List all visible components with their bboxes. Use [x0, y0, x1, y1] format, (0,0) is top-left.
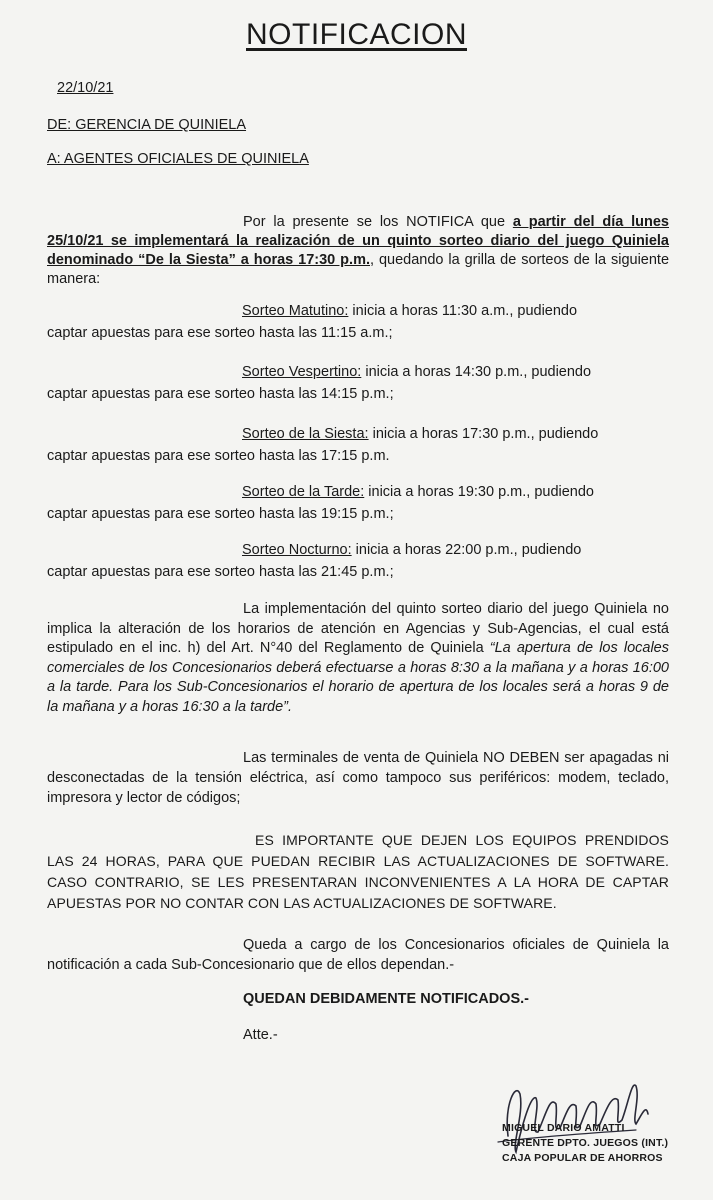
important-paragraph: ES IMPORTANTE QUE DEJEN LOS EQUIPOS PRENDIDOS LAS 24 HORAS, PARA QUE PUEDAN RECIBIR LAS ACTUALIZACIONES DE SOFTWARE. CASO CONTRARIO, SE LES PRESENTARAN INCONVENIENTES A LA HORA DE CAPTAR APUESTAS POR NO CONTAR CON LAS ACTUALIZACIONES DE SOFTWARE.	[47, 832, 669, 911]
signature-block	[486, 1074, 696, 1174]
intro-highlight: a partir del día lunes 25/10/21 se implementará la realización de un quinto sorteo diario del juego Quiniela denominado “De la Siesta” a horas 17:30 p.m.	[47, 214, 669, 268]
date: 22/10/21	[57, 80, 114, 96]
draw-item: Sorteo de la Siesta: inicia a horas 17:30 p.m., pudiendo captar apuestas para ese sorteo hasta las 17:15 p.m.	[47, 426, 599, 464]
document-title: NOTIFICACION	[246, 18, 467, 51]
signer-organization: CAJA POPULAR DE AHORROS	[502, 1152, 663, 1164]
draw-name: Sorteo Vespertino:	[242, 364, 362, 380]
draw-name: Sorteo de la Siesta:	[242, 426, 369, 442]
closing-statement: QUEDAN DEBIDAMENTE NOTIFICADOS.-	[243, 991, 529, 1007]
from-line: DE: GERENCIA DE QUINIELA	[47, 117, 247, 133]
responsibility-paragraph: Queda a cargo de los Concesionarios oficiales de Quiniela la notificación a cada Sub-Concesionario que de ellos dependan.-	[47, 937, 669, 973]
signer-position: GERENTE DPTO. JUEGOS (INT.)	[502, 1137, 669, 1149]
draw-item: Sorteo Nocturno: inicia a horas 22:00 p.m., pudiendo captar apuestas para ese sorteo hasta las 21:45 p.m.;	[47, 542, 582, 580]
draw-item: Sorteo de la Tarde: inicia a horas 19:30 p.m., pudiendo captar apuestas para ese sorteo hasta las 19:15 p.m.;	[47, 484, 594, 522]
implementation-paragraph: La implementación del quinto sorteo diario del juego Quiniela no implica la alteración de los horarios de atención en Agencias y Sub-Agencias, el cual está estipulado en el inc. h) del Art. N°40 del Reglamento de Quiniela “La apertura de los locales comerciales de los Concesionarios deberá efectuarse a horas 8:30 a la mañana y a horas 16:00 a la tarde. Para los Sub-Concesionarios el horario de apertura de los locales será a horas 9 de la mañana y a horas 16:30 a la tarde”.	[47, 601, 669, 715]
regulation-quote: “La apertura de los locales comerciales de los Concesionarios deberá efectuarse a horas 8:30 a la mañana y a horas 16:00 a la tarde. Para los Sub-Concesionarios el horario de apertura de los locales será a horas 9 de la mañana y a horas 16:30 a la tarde”.	[47, 640, 669, 715]
draw-name: Sorteo Nocturno:	[242, 542, 352, 558]
draw-name: Sorteo de la Tarde:	[242, 484, 365, 500]
terminals-paragraph: Las terminales de venta de Quiniela NO DEBEN ser apagadas ni desconectadas de la tensión eléctrica, así como tampoco sus periféricos: modem, teclado, impresora y lector de códigos;	[47, 750, 669, 806]
to-line: A: AGENTES OFICIALES DE QUINIELA	[47, 151, 309, 167]
regards: Atte.-	[243, 1027, 278, 1043]
intro-paragraph: Por la presente se los NOTIFICA que a partir del día lunes 25/10/21 se implementará la realización de un quinto sorteo diario del juego Quiniela denominado “De la Siesta” a horas 17:30 p.m., quedando la grilla de sorteos de la siguiente manera:	[47, 214, 670, 287]
draw-item: Sorteo Vespertino: inicia a horas 14:30 p.m., pudiendo captar apuestas para ese sorteo hasta las 14:15 p.m.;	[47, 364, 592, 402]
draw-name: Sorteo Matutino:	[242, 303, 349, 319]
draw-item: Sorteo Matutino: inicia a horas 11:30 a.m., pudiendo captar apuestas para ese sorteo hasta las 11:15 a.m.;	[47, 303, 578, 341]
signer-name: MIGUEL DARIO AMATTI	[502, 1122, 625, 1134]
